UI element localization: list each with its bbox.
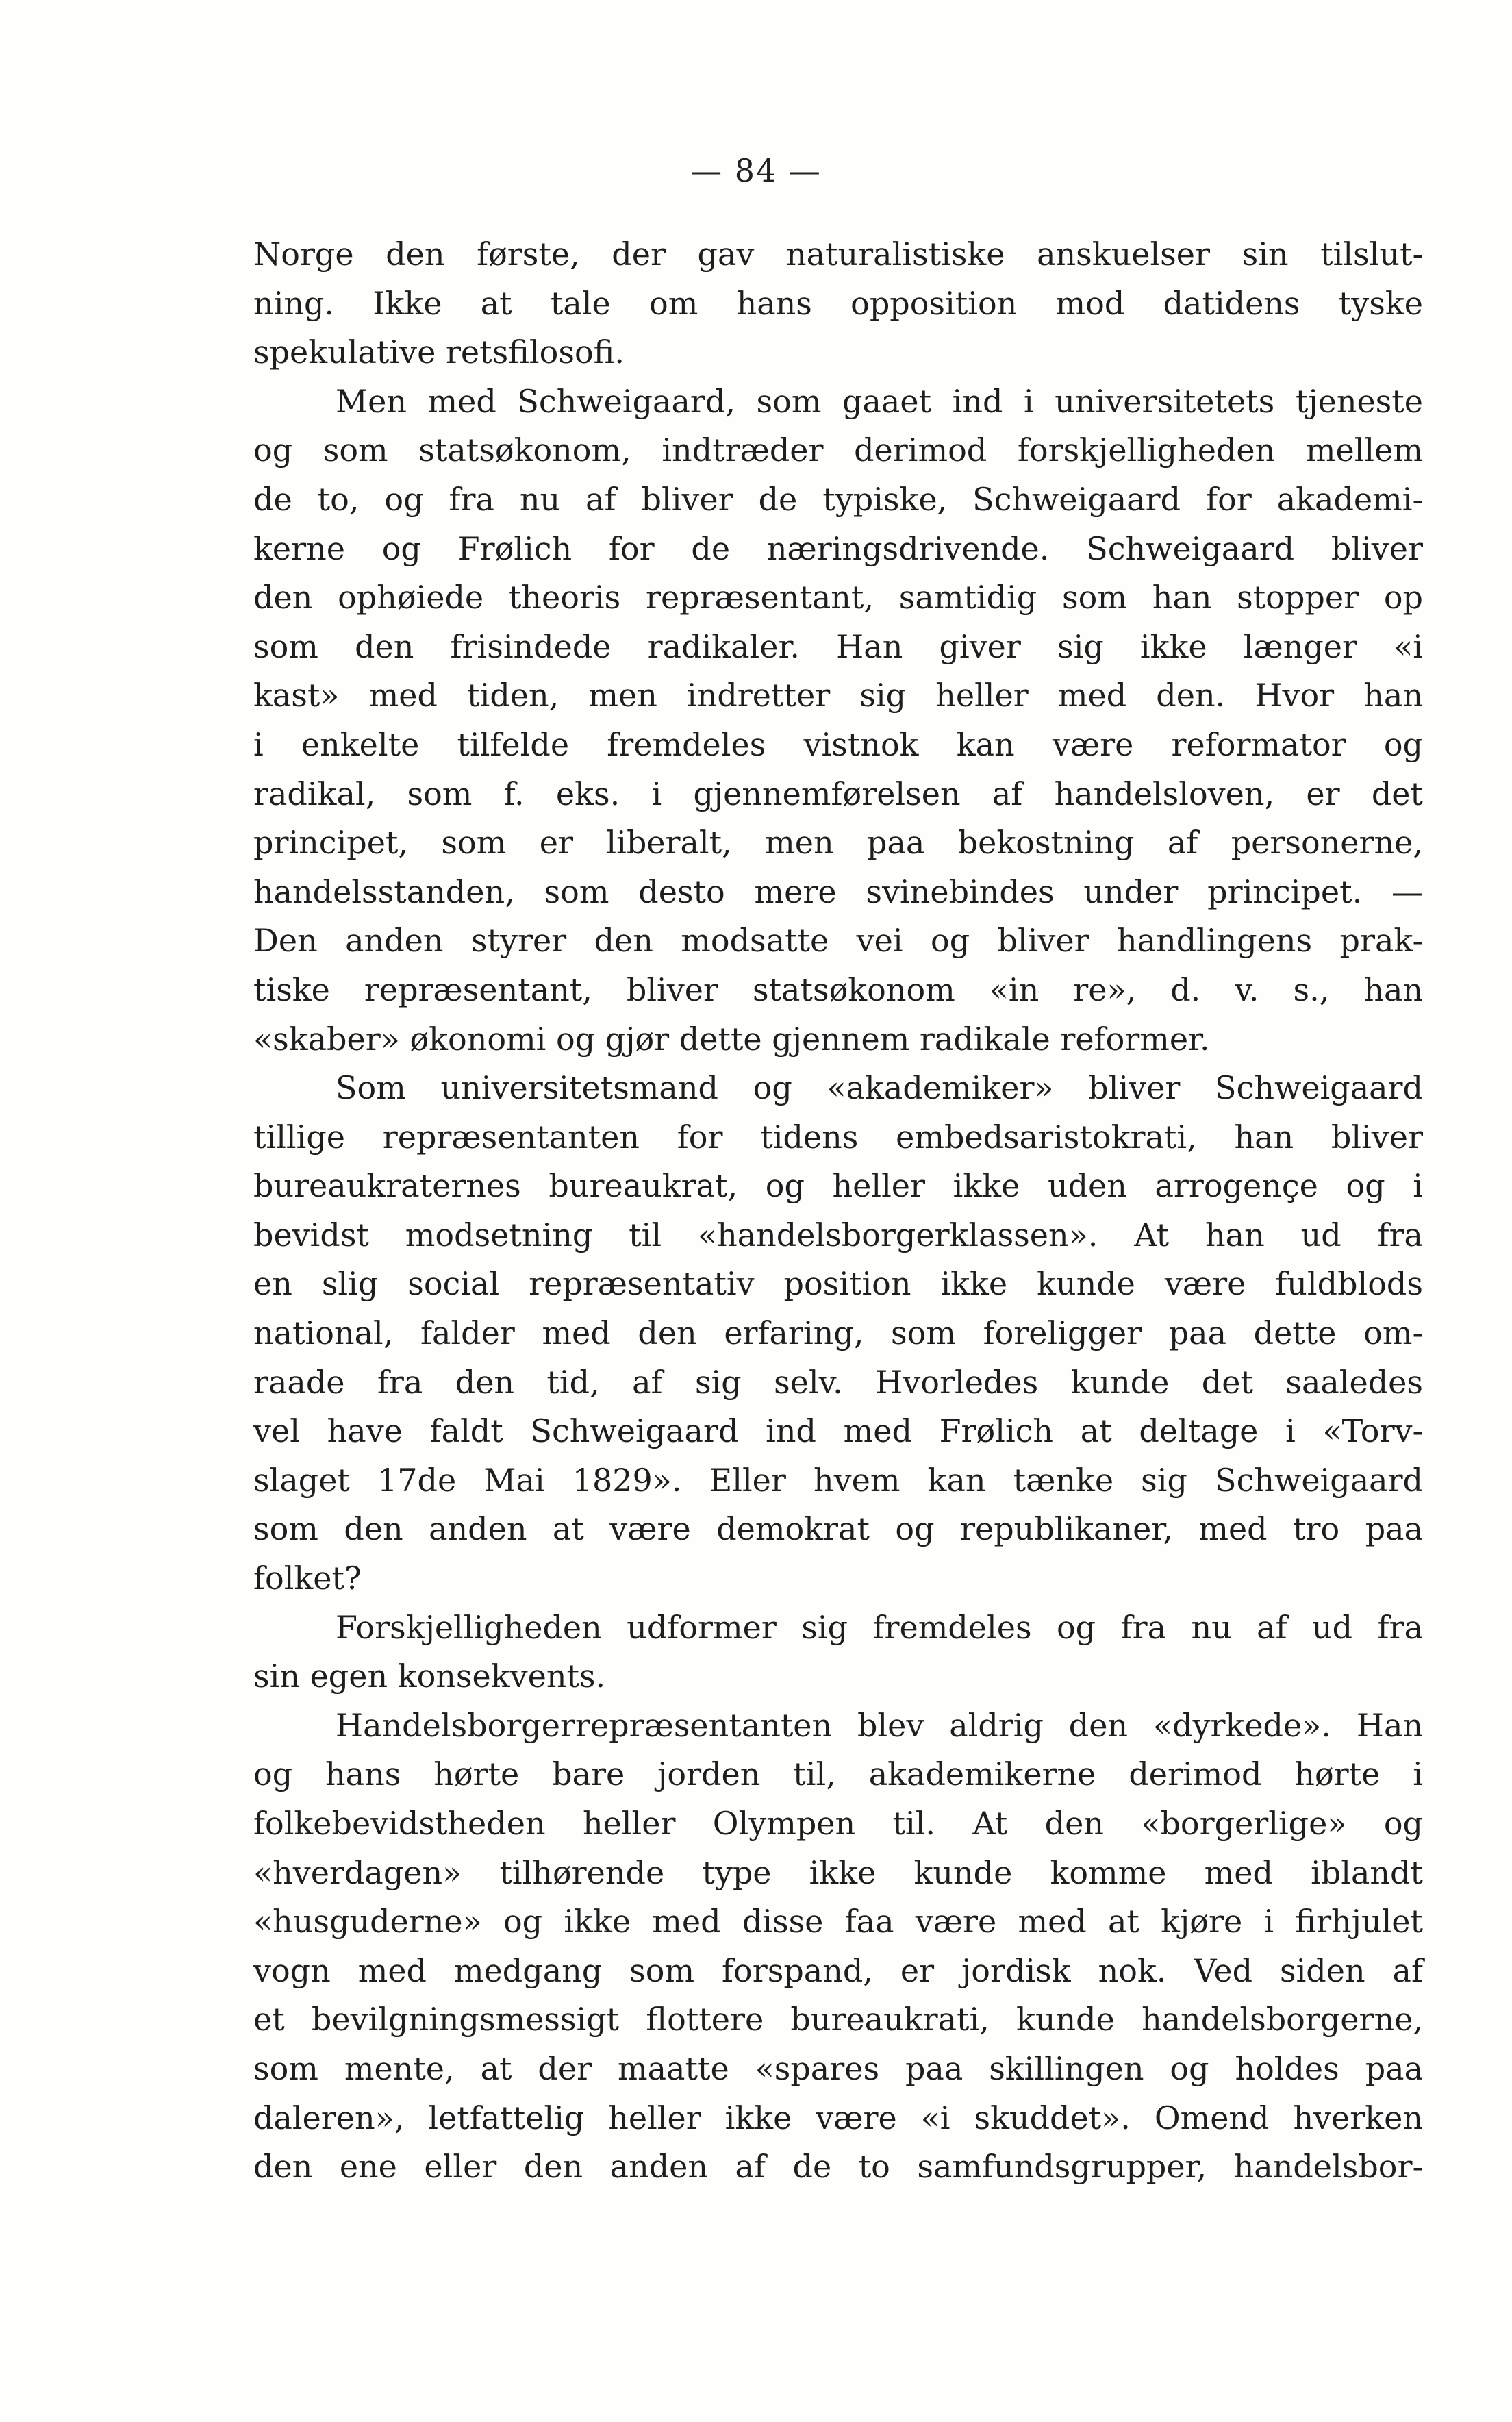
text-line: vogn med medgang som forspand, er jordisk nok. Ved siden af	[253, 1951, 1423, 1989]
text-line: «husguderne» og ikke med disse faa være med at kjøre i firhjulet	[253, 1903, 1423, 1940]
text-line: den ene eller den anden af de to samfundsgrupper, handelsbor-	[253, 2148, 1423, 2186]
text-line: et bevilgningsmessigt flottere bureaukrati, kunde handelsborgerne,	[253, 2001, 1423, 2038]
text-line: national, falder med den erfaring, som foreligger paa dette om-	[253, 1314, 1423, 1352]
text-line: Handelsborgerrepræsentanten blev aldrig den «dyrkede». Han	[336, 1706, 1423, 1744]
text-line: Den anden styrer den modsatte vei og bliver handlingens prak-	[253, 922, 1423, 960]
text-line: handelsstanden, som desto mere svinebindes under principet. —	[253, 873, 1423, 910]
text-line: som mente, at der maatte «spares paa skillingen og holdes paa	[253, 2049, 1423, 2087]
text-line: ning. Ikke at tale om hans opposition mod datidens tyske	[253, 284, 1423, 322]
body-text	[253, 230, 1423, 2192]
text-line: slaget 17de Mai 1829». Eller hvem kan tænke sig Schweigaard	[253, 1461, 1423, 1499]
text-line: kast» med tiden, men indretter sig heller med den. Hvor han	[253, 677, 1423, 714]
text-line: tiske repræsentant, bliver statsøkonom «in re», d. v. s., han	[253, 971, 1423, 1008]
page-number: — 84 —	[690, 152, 822, 189]
paragraph	[253, 230, 1423, 377]
text-line: bureaukraternes bureaukrat, og heller ikke uden arrogençe og i	[253, 1167, 1423, 1205]
paragraph	[253, 1064, 1423, 1603]
text-line: den ophøiede theoris repræsentant, samtidig som han stopper op	[253, 579, 1423, 616]
text-line: tillige repræsentanten for tidens embedsaristokrati, han bliver	[253, 1118, 1423, 1156]
text-line: daleren», letfattelig heller ikke være «i skuddet». Omend hverken	[253, 2099, 1423, 2136]
text-line: raade fra den tid, af sig selv. Hvorledes kunde det saaledes	[253, 1363, 1423, 1401]
text-line: Forskjelligheden udformer sig fremdeles og fra nu af ud fra	[336, 1608, 1423, 1646]
text-line: bevidst modsetning til «handelsborgerklassen». At han ud fra	[253, 1216, 1423, 1253]
text-line: en slig social repræsentativ position ikke kunde være fuldblods	[253, 1265, 1423, 1303]
text-line: spekulative retsfilosofi.	[253, 334, 625, 371]
text-line: radikal, som f. eks. i gjennemførelsen af handelsloven, er det	[253, 775, 1423, 812]
text-line: og hans hørte bare jorden til, akademikerne derimod hørte i	[253, 1756, 1423, 1793]
text-line: folket?	[253, 1560, 362, 1597]
text-line: sin egen konsekvents.	[253, 1658, 606, 1695]
paragraph	[253, 1701, 1423, 2192]
text-line: og som statsøkonom, indtræder derimod forskjelligheden mellem	[253, 432, 1423, 469]
text-line: vel have faldt Schweigaard ind med Frølich at deltage i «Torv-	[253, 1412, 1423, 1450]
text-line: som den frisindede radikaler. Han giver sig ikke længer «i	[253, 627, 1423, 665]
text-line: «skaber» økonomi og gjør dette gjennem radikale reformer.	[253, 1020, 1210, 1058]
paragraph	[253, 1603, 1423, 1701]
text-line: som den anden at være demokrat og republikaner, med tro paa	[253, 1510, 1423, 1548]
text-line: Som universitetsmand og «akademiker» bliver Schweigaard	[336, 1069, 1423, 1107]
text-line: principet, som er liberalt, men paa bekostning af personerne,	[253, 824, 1423, 862]
paragraph	[253, 377, 1423, 1064]
text-line: Norge den første, der gav naturalistiske anskuelser sin tilslut-	[253, 236, 1423, 273]
text-line: i enkelte tilfelde fremdeles vistnok kan være reformator og	[253, 725, 1423, 763]
text-line: «hverdagen» tilhørende type ikke kunde komme med iblandt	[253, 1853, 1423, 1891]
text-line: Men med Schweigaard, som gaaet ind i universitetets tjeneste	[336, 382, 1423, 420]
text-line: de to, og fra nu af bliver de typiske, Schweigaard for akademi-	[253, 480, 1423, 518]
text-line: folkebevidstheden heller Olympen til. At den «borgerlige» og	[253, 1805, 1423, 1842]
text-line: kerne og Frølich for de næringsdrivende. Schweigaard bliver	[253, 529, 1423, 567]
